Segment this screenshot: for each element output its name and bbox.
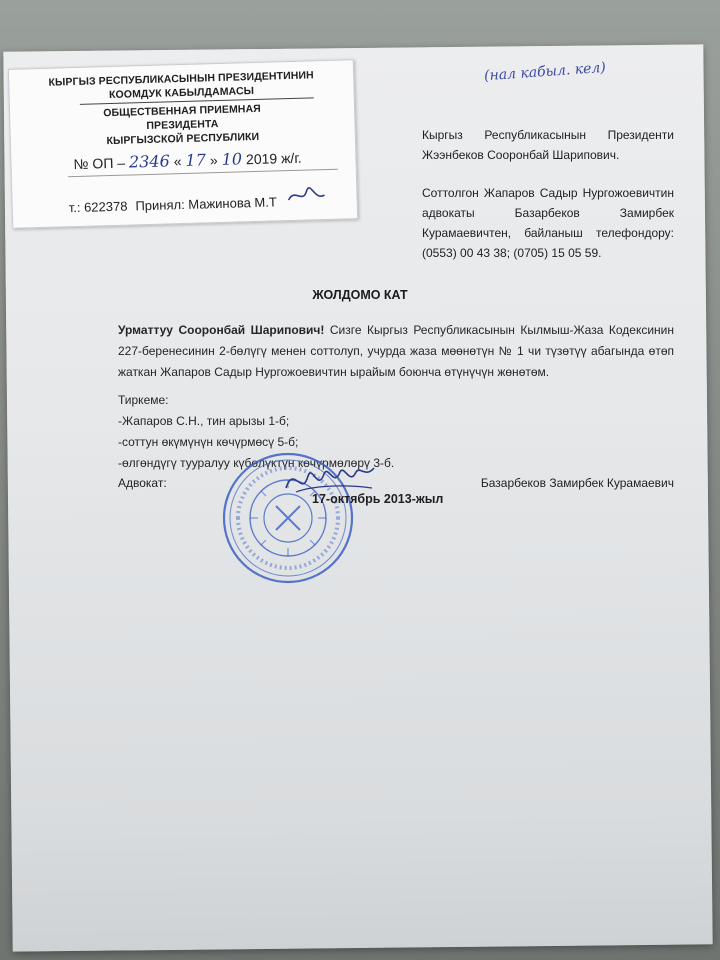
letter-body <box>118 320 674 383</box>
registration-row: № ОП – 2346 « 17 » 10 2019 ж/г. <box>73 149 302 173</box>
attachment-item: -Жапаров С.Н., тин арызы 1-б; <box>118 414 290 428</box>
stamp-footer <box>68 183 329 215</box>
attachments-label: Тиркеме: <box>118 393 169 407</box>
letter-date: 17-октябрь 2013-жыл <box>312 492 444 506</box>
stamp-org-line-3: ОБЩЕСТВЕННАЯ ПРИЕМНАЯ <box>103 102 262 120</box>
letter-title: ЖОЛДОМО КАТ <box>312 288 408 302</box>
signature-name: Базарбеков Замирбек Курамаевич <box>480 476 674 490</box>
signature-role: Адвокат: <box>118 476 167 490</box>
stamp-received-by: Принял: Мажинова М.Т <box>135 194 278 214</box>
letter-body-text: Сизге Кыргыз Республикасынын Кылмыш-Жаза Кодексинин 227-беренесинин 2-бөлүгү менен соттолуп, учурда жаза мөөнөтүн № 1 чи түзөтүү абагында өтөп жаткан Жапаров Садыр Нургожоевичтин ырайым боюнча өтүнүчүн жөнөтөм. <box>118 323 674 379</box>
addressee-president: Кыргыз Республикасынын Президенти Жээнбеков Сооронбай Шарипович. <box>422 128 674 162</box>
stamp-org-line-1: КЫРГЫЗ РЕСПУБЛИКАСЫНЫН ПРЕЗИДЕНТИНИН <box>48 69 314 89</box>
reg-year: 2019 ж/г. <box>245 149 302 168</box>
addressee-sender: Соттолгон Жапаров Садыр Нургожоевичтин адвокаты Базарбеков Замирбек Курамаевичтен, байланыш телефондору: (0553) 00 43 38; (0705) 15 05 59. <box>422 186 674 260</box>
handwritten-note: (нал кабыл. кел) <box>483 59 607 85</box>
stamp-org-line-5: КЫРГЫЗСКОЙ РЕСПУБЛИКИ <box>106 130 260 148</box>
initials-scribble-icon <box>284 183 329 206</box>
stamp-org-line-4: ПРЕЗИДЕНТА <box>146 118 219 133</box>
addressee-block <box>422 125 674 263</box>
attachment-item: -өлгөндүгү тууралуу күбөлүктүн көчүрмөлөрү 3-б. <box>118 456 395 470</box>
reg-month: 10 <box>221 149 243 169</box>
reg-prefix: № ОП – <box>73 154 126 173</box>
reg-day: 17 <box>185 150 207 170</box>
reg-number: 2346 <box>128 151 170 172</box>
stamp-phone: т.: 622378 <box>68 198 128 216</box>
letter-greeting: Урматтуу Сооронбай Шарипович! <box>118 323 325 337</box>
reception-stamp <box>8 59 358 229</box>
attachment-item: -соттун өкүмүнүн көчүрмөсү 5-б; <box>118 435 299 449</box>
stamp-org-line-2: КООМДУК КАБЫЛДАМАСЫ <box>108 84 255 102</box>
signature-row <box>118 476 674 490</box>
